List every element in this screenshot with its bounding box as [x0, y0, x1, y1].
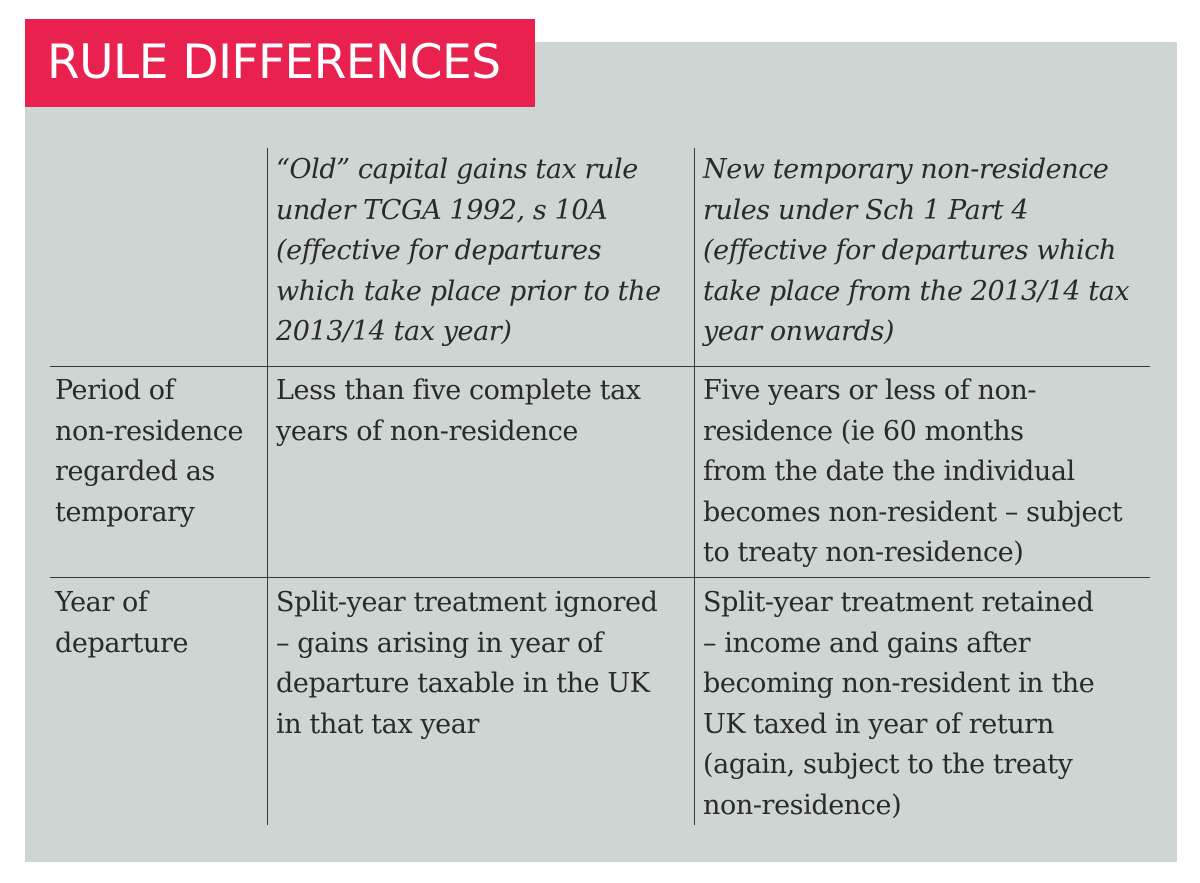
- row-label-departure: Year of departure: [55, 587, 189, 659]
- header-cell-old-rule: “Old” capital gains tax rule under TCGA 1992, s 10A (effective for departures which take place prior to the 2013/14 tax year): [276, 154, 661, 347]
- row-divider-2: [50, 577, 1150, 578]
- row-period-new-rule: Five years or less of non- residence (ie 60 months from the date the individual becomes non-resident – subject to treaty non-residence): [703, 375, 1123, 568]
- row-divider-1: [50, 366, 1150, 367]
- header-cell-new-rule: New temporary non-residence rules under Sch 1 Part 4 (effective for departures which take place from the 2013/14 tax year onwards): [703, 154, 1130, 347]
- column-divider-1: [267, 148, 268, 825]
- row-period-old-rule: Less than five complete tax years of non-residence: [276, 375, 641, 447]
- row-departure-new-rule: Split-year treatment retained – income and gains after becoming non-resident in the UK taxed in year of return (again, subject to the treaty non-residence): [703, 587, 1095, 821]
- column-divider-2: [694, 148, 695, 825]
- page-title: RULE DIFFERENCES: [25, 19, 535, 107]
- row-departure-old-rule: Split-year treatment ignored – gains arising in year of departure taxable in the UK in that tax year: [276, 587, 658, 740]
- row-label-period: Period of non-residence regarded as temporary: [55, 375, 244, 528]
